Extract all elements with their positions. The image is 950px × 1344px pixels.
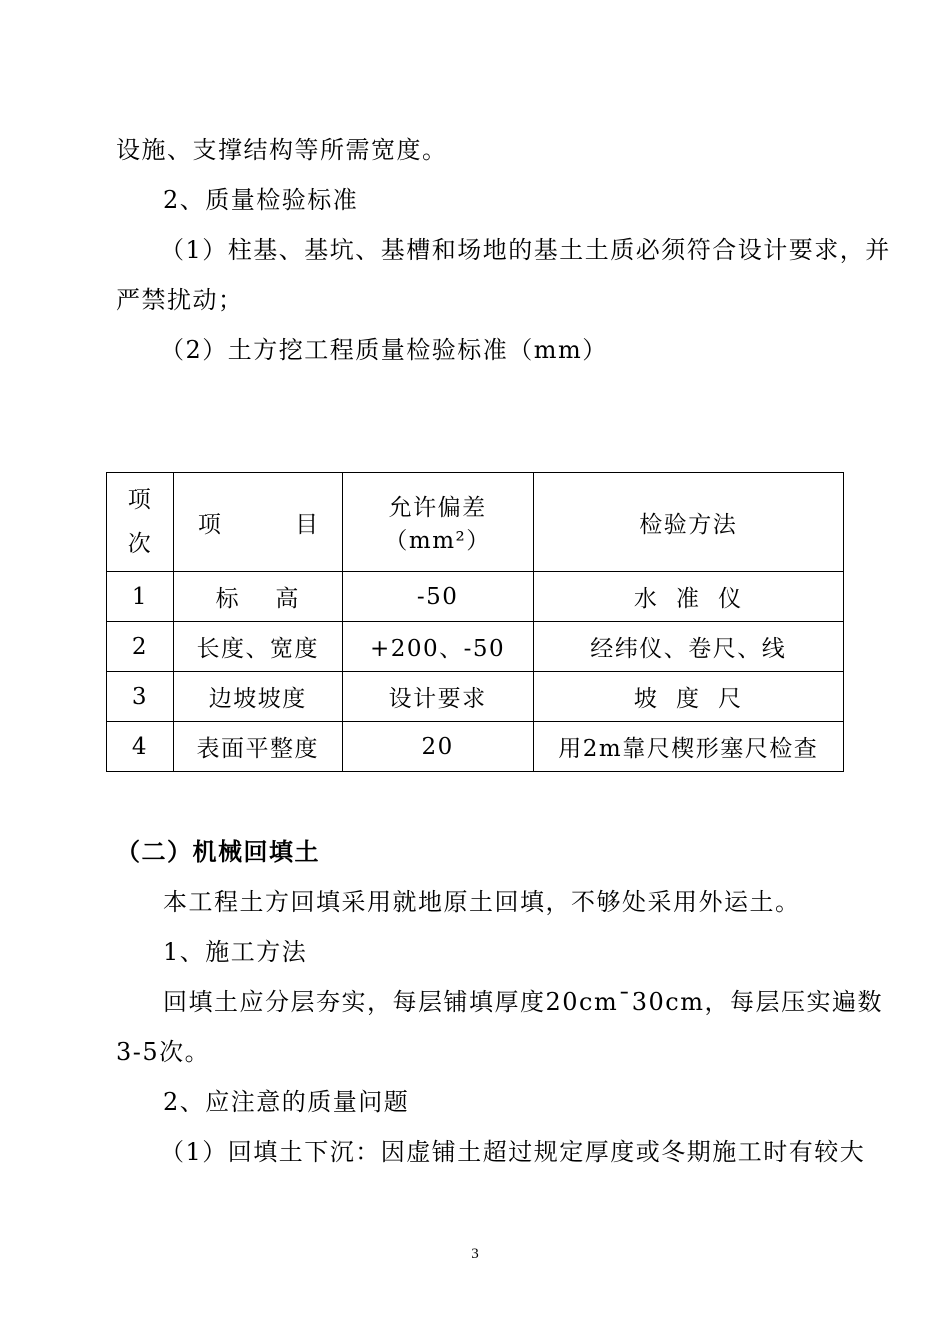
paragraph-line: （1）回填土下沉：因虚铺土超过规定厚度或冬期施工时有较大 [160,1138,866,1166]
cell-no: 4 [107,722,174,772]
header-cell-tolerance: 允许偏差（mm²） [342,473,533,572]
cell-tolerance: 20 [342,722,533,772]
page-number: 3 [471,1246,479,1262]
table-row [107,622,844,672]
cell-method: 水 准 仪 [533,572,843,622]
quality-standard-table [106,472,844,772]
paragraph-line: 回填土应分层夯实，每层铺填厚度20cm¯30cm，每层压实遍数 [163,988,883,1016]
header-cell-no: 项 次 [107,473,174,572]
table-row [107,572,844,622]
cell-method: 用2m靠尺楔形塞尺检查 [533,722,843,772]
paragraph-line: 3-5次。 [116,1038,211,1066]
cell-no: 2 [107,622,174,672]
header-cell-method: 检验方法 [533,473,843,572]
table-header-row [107,473,844,572]
paragraph-line: （1）柱基、基坑、基槽和场地的基土土质必须符合设计要求，并 [160,236,891,264]
table-caption: （2）土方挖工程质量检验标准（mm） [160,336,608,364]
cell-tolerance: +200、-50 [342,622,533,672]
table-row [107,722,844,772]
cell-no: 1 [107,572,174,622]
paragraph-line: 严禁扰动； [116,286,244,314]
cell-item: 长度、宽度 [173,622,342,672]
cell-item: 边坡坡度 [173,672,342,722]
cell-item: 表面平整度 [173,722,342,772]
cell-method: 经纬仪、卷尺、线 [533,622,843,672]
table-row [107,672,844,722]
cell-item: 标 高 [173,572,342,622]
subheading-quality-issues: 2、应注意的质量问题 [163,1088,410,1116]
paragraph-line: 本工程土方回填采用就地原土回填，不够处采用外运土。 [163,888,801,916]
cell-no: 3 [107,672,174,722]
cell-tolerance: 设计要求 [342,672,533,722]
subheading-method: 1、施工方法 [163,938,308,966]
subheading-quality-standard: 2、质量检验标准 [163,186,359,214]
section-heading: （二）机械回填土 [116,838,320,866]
cell-method: 坡 度 尺 [533,672,843,722]
paragraph-line: 设施、支撑结构等所需宽度。 [116,136,448,164]
cell-tolerance: -50 [342,572,533,622]
header-cell-item: 项 目 [173,473,342,572]
